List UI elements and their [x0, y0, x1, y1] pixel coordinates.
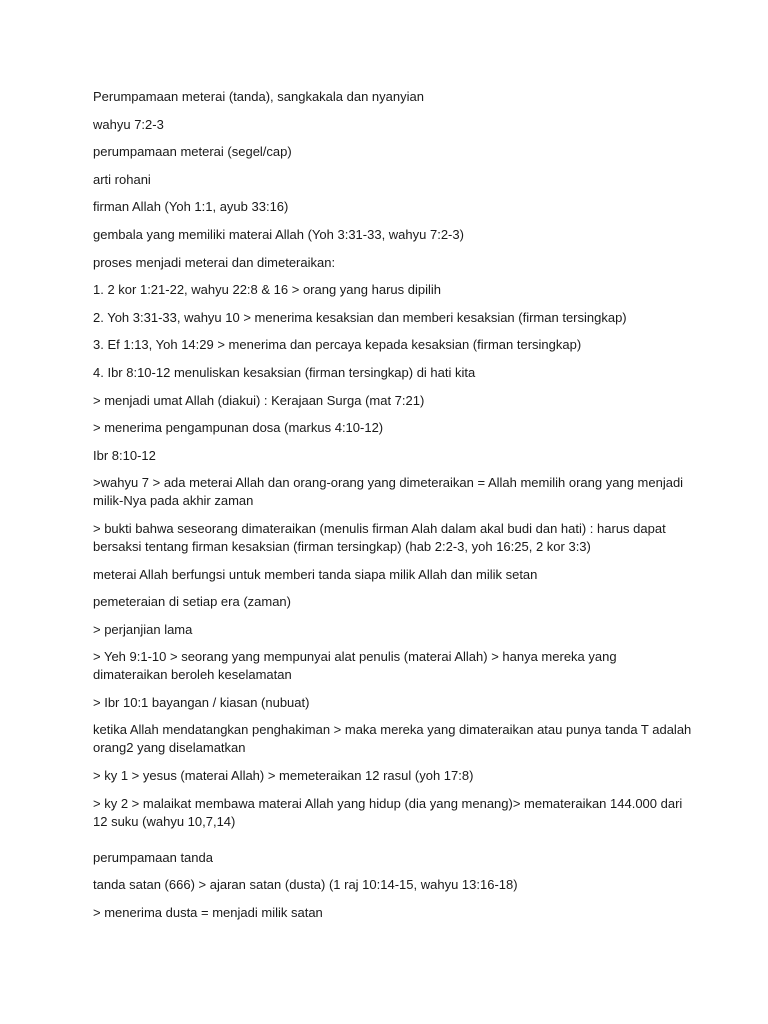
paragraph: > menjadi umat Allah (diakui) : Kerajaan Surga (mat 7:21)	[93, 392, 425, 408]
paragraph: meterai Allah berfungsi untuk memberi tanda siapa milik Allah dan milik setan	[93, 566, 538, 582]
paragraph: gembala yang memiliki materai Allah (Yoh 3:31-33, wahyu 7:2-3)	[93, 226, 464, 242]
paragraph: wahyu 7:2-3	[93, 116, 164, 132]
paragraph: arti rohani	[93, 171, 151, 187]
paragraph: pemeteraian di setiap era (zaman)	[93, 594, 291, 610]
paragraph: tanda satan (666) > ajaran satan (dusta) (1 raj 10:14-15, wahyu 13:16-18)	[93, 877, 518, 893]
list-item: 4. Ibr 8:10-12 menuliskan kesaksian (firman tersingkap) di hati kita	[93, 364, 476, 380]
section-heading: perumpamaan tanda	[93, 849, 213, 865]
paragraph: > menerima dusta = menjadi milik satan	[93, 904, 323, 920]
paragraph: > Yeh 9:1-10 > seorang yang mempunyai alat penulis (materai Allah) > hanya mereka yang dimateraikan beroleh keselamatan	[93, 649, 617, 683]
paragraph: proses menjadi meterai dan dimeteraikan:	[93, 254, 336, 270]
paragraph: > bukti bahwa seseorang dimateraikan (menulis firman Alah dalam akal budi dan hati) : harus dapat bersaksi tentang firman kesaksian (firman tersingkap) (hab 2:2-3, yoh 16:25, 2 kor 3:3)	[93, 520, 666, 554]
document-body	[93, 88, 693, 931]
paragraph: Ibr 8:10-12	[93, 447, 156, 463]
paragraph: > Ibr 10:1 bayangan / kiasan (nubuat)	[93, 694, 310, 710]
paragraph: ketika Allah mendatangkan penghakiman > maka mereka yang dimateraikan atau punya tanda T adalah orang2 yang diselamatkan	[93, 722, 692, 756]
paragraph: firman Allah (Yoh 1:1, ayub 33:16)	[93, 199, 289, 215]
document-title: Perumpamaan meterai (tanda), sangkakala dan nyanyian	[93, 89, 424, 104]
paragraph: > menerima pengampunan dosa (markus 4:10-12)	[93, 420, 384, 436]
paragraph: perumpamaan meterai (segel/cap)	[93, 144, 292, 160]
list-item: 1. 2 kor 1:21-22, wahyu 22:8 & 16 > orang yang harus dipilih	[93, 282, 441, 298]
list-item: 2. Yoh 3:31-33, wahyu 10 > menerima kesaksian dan memberi kesaksian (firman tersingkap)	[93, 309, 627, 325]
paragraph: > perjanjian lama	[93, 621, 193, 637]
list-item: 3. Ef 1:13, Yoh 14:29 > menerima dan percaya kepada kesaksian (firman tersingkap)	[93, 337, 582, 353]
paragraph: >wahyu 7 > ada meterai Allah dan orang-orang yang dimeteraikan = Allah memilih orang yang menjadi milik-Nya pada akhir zaman	[93, 475, 684, 509]
paragraph: > ky 2 > malaikat membawa materai Allah yang hidup (dia yang menang)> memateraikan 144.000 dari 12 suku (wahyu 10,7,14)	[93, 795, 683, 829]
paragraph: > ky 1 > yesus (materai Allah) > memeteraikan 12 rasul (yoh 17:8)	[93, 768, 474, 784]
